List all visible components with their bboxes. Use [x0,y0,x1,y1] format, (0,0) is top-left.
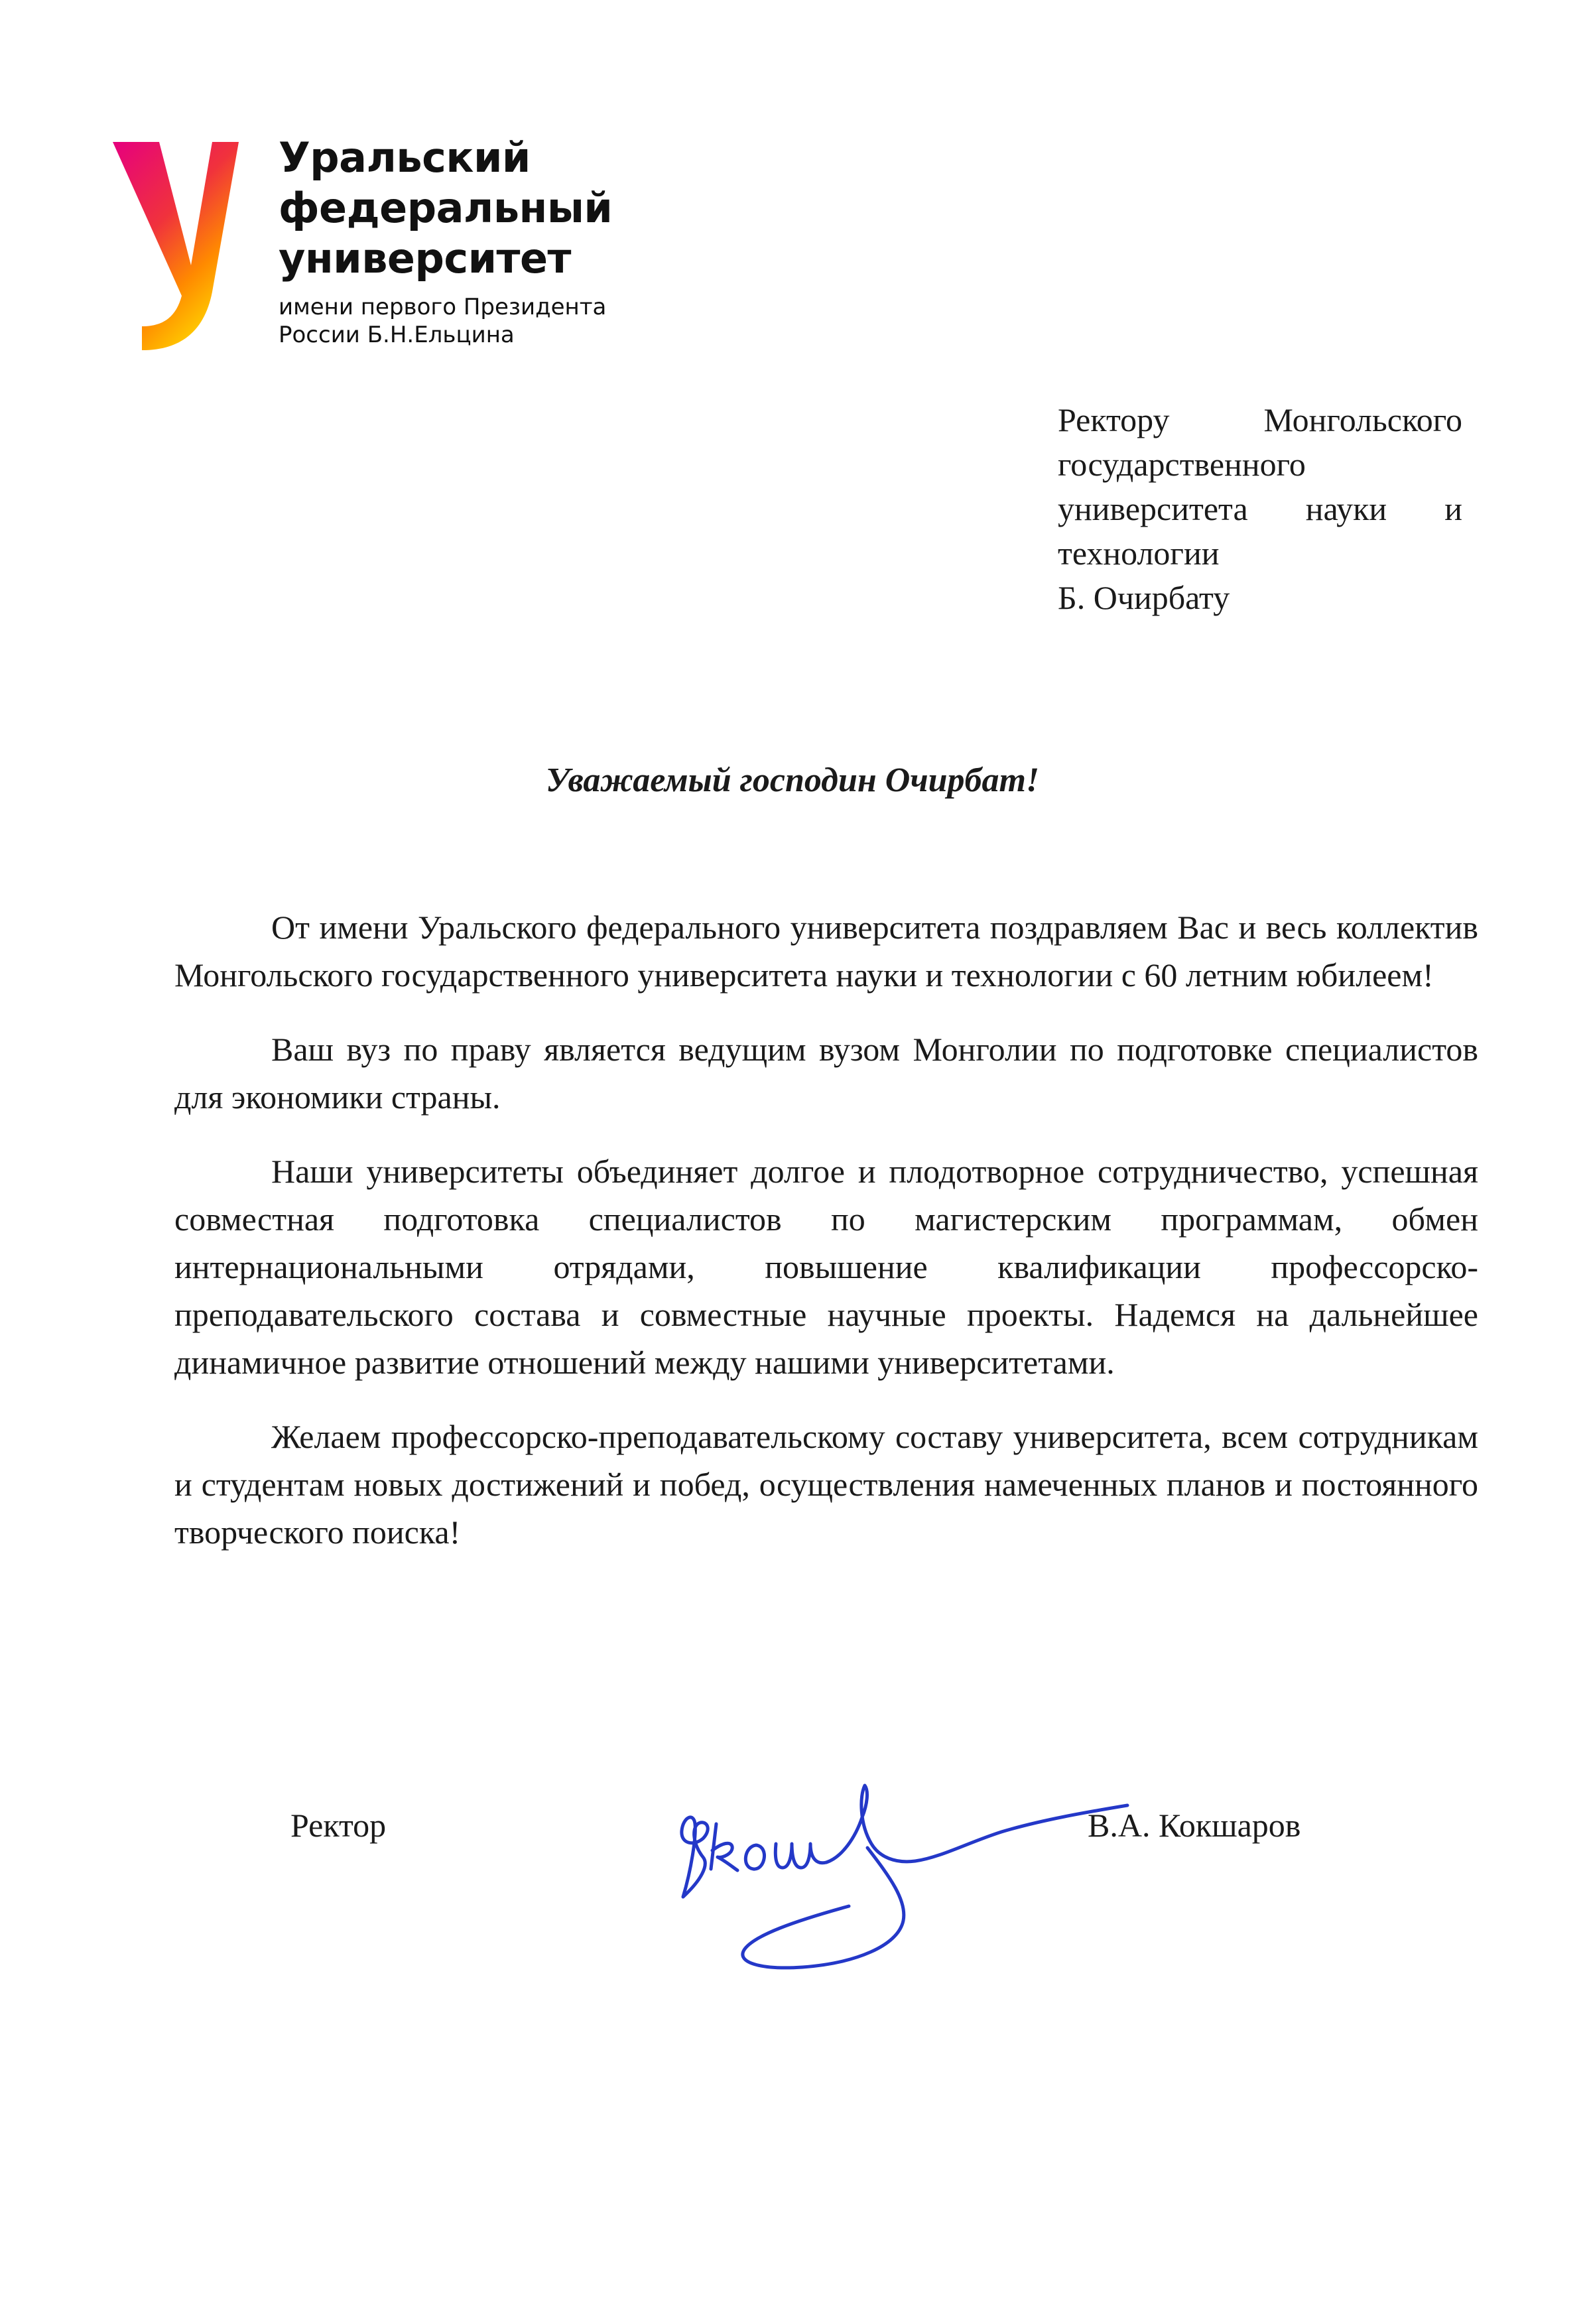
addressee-line: университета науки и [1058,490,1462,527]
body-paragraph: Ваш вуз по праву является ведущим вузом Монголии по подготовке специалистов для экономики страны. [174,1031,1478,1116]
addressee-block [1058,398,1462,620]
letter-body [174,903,1478,1582]
signer-name: В.А. Кокшаров [1088,1807,1301,1844]
addressee-line: Ректору Монгольского [1058,401,1462,438]
body-paragraph: От имени Уральского федерального университета поздравляем Вас и весь коллектив Монгольского государственного университета науки и технологии с 60 летним юбилеем! [174,909,1478,994]
urfu-y-logo-icon [113,139,239,352]
university-subtitle: имени первого Президента России Б.Н.Ельцина [279,294,607,348]
addressee-line: Б. Очирбату [1058,579,1230,616]
body-paragraph: Наши университеты объединяет долгое и плодотворное сотрудничество, успешная совместная подготовка специалистов по магистерским программам, обмен интернациональными отрядами, повышение квалификации профессорско-преподавательского состава и совместные научные проекты. Надемся на дальнейшее динамичное развитие отношений между нашими университетами. [174,1153,1478,1381]
salutation: Уважаемый господин Очирбат! [545,761,1040,799]
logo-text [279,133,612,349]
body-paragraph: Желаем профессорско-преподавательскому составу университета, всем сотрудникам и студентам новых достижений и побед, осуществления намеченных планов и постоянного творческого поиска! [174,1418,1478,1551]
handwritten-signature-icon [657,1764,1134,1976]
addressee-line: технологии [1058,535,1220,572]
university-logo [113,133,643,358]
signer-title: Ректор [290,1807,387,1844]
university-name: Уральский федеральный университет [279,133,613,283]
addressee-line: государственного [1058,446,1306,483]
